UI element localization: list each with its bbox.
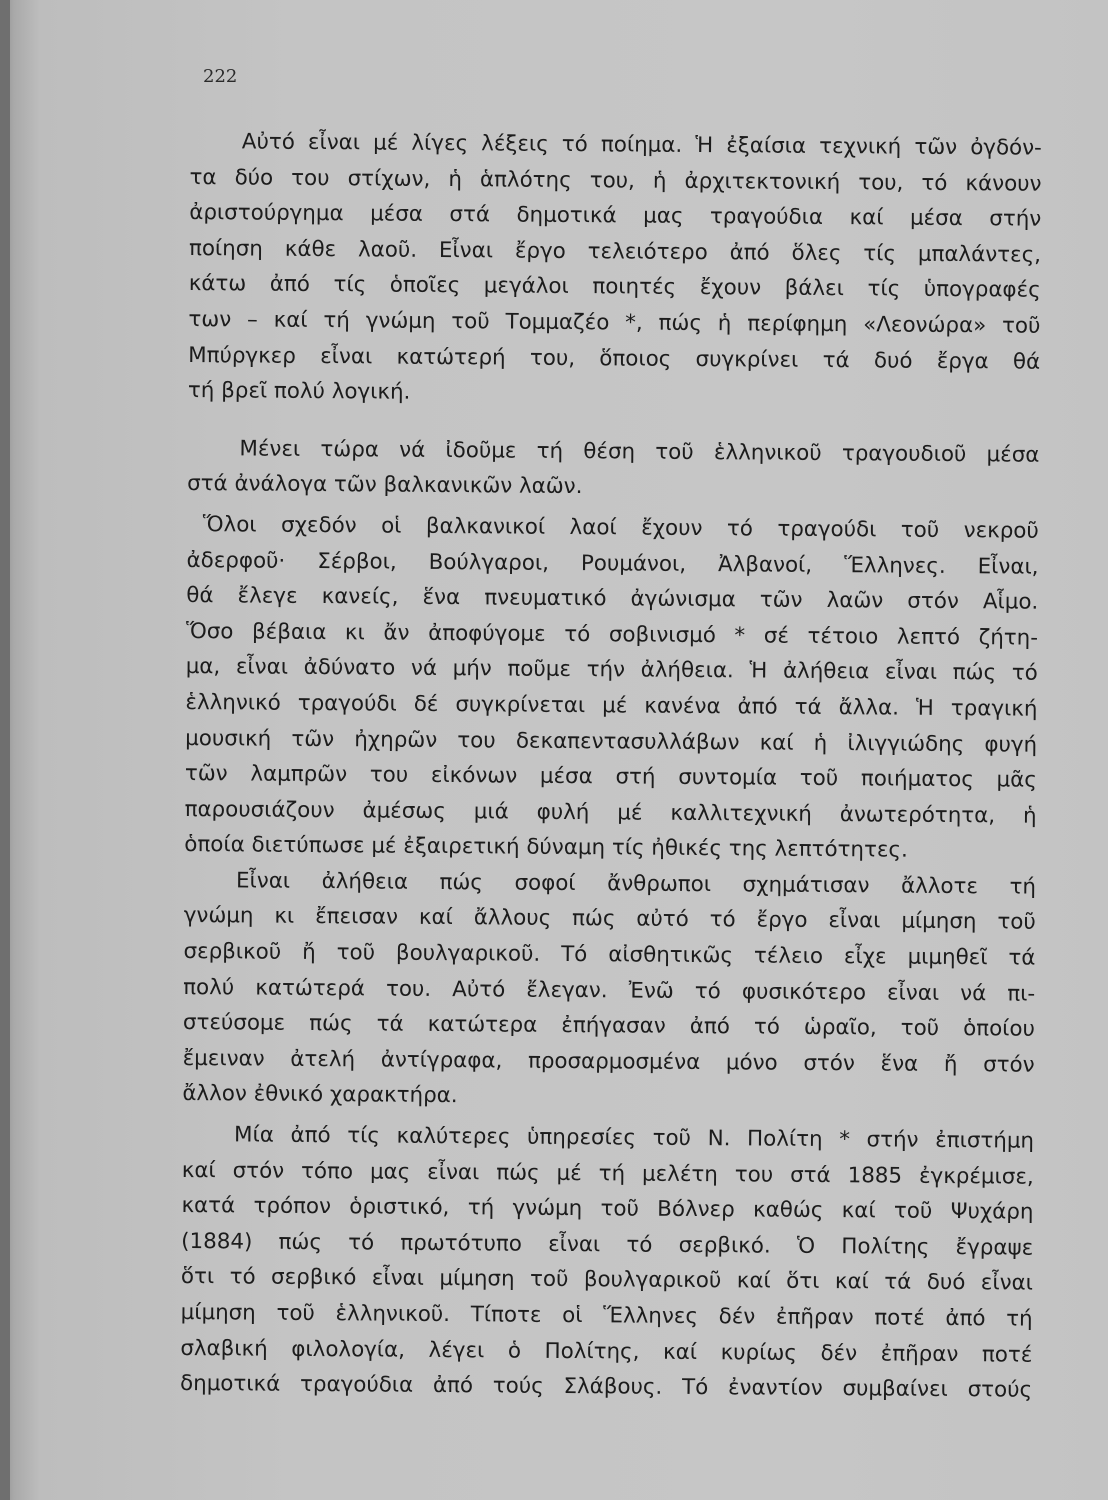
text-line: (1884) πώς τό πρωτότυπο εἶναι τό σερβικό. Ὁ Πολίτης ἔγραψε xyxy=(181,1228,1034,1261)
text-line: τή βρεῖ πολύ λογική. xyxy=(187,378,411,405)
page-spine-shadow xyxy=(0,0,10,1500)
text-line: ὅτι τό σερβικό εἶναι μίμηση τοῦ βουλγαρικοῦ καί ὅτι καί τά δυό εἶναι xyxy=(180,1264,1034,1297)
text-line: μουσική τῶν ἠχηρῶν του δεκαπεντασυλλάβων καί ἡ ἰλιγγιώδης φυγή xyxy=(185,725,1038,758)
text-line: Μία ἀπό τίς καλύτερες ὑπηρεσίες τοῦ Ν. Πολίτη * στήν ἐπιστήμη xyxy=(233,1122,1035,1154)
text-line: γνώμη κι ἔπεισαν καί ἄλλους πώς αὐτό τό ἔργο εἶναι μίμηση τοῦ xyxy=(183,903,1036,936)
text-line: σλαβική φιλολογία, λέγει ὁ Πολίτης, καί κυρίως δέν ἐπῆραν ποτέ xyxy=(180,1335,1033,1368)
text-line: τῶν λαμπρῶν του εἰκόνων μέσα στή συντομία τοῦ ποιήματος μᾶς xyxy=(184,761,1037,793)
text-line: ἑλληνικό τραγούδι δέ συγκρίνεται μέ κανένα ἀπό τά ἄλλα. Ἡ τραγική xyxy=(185,689,1038,722)
text-line: ἀριστούργημα μέσα στά δημοτικά μας τραγούδια καί μέσα στήν xyxy=(189,200,1042,232)
paragraph xyxy=(188,124,1042,415)
text-line: Εἶναι ἀλήθεια πώς σοφοί ἄνθρωποι σχημάτισαν ἄλλοτε τή xyxy=(235,868,1037,900)
text-line: ποίηση κάθε λαοῦ. Εἶναι ἔργο τελειότερο ἀπό ὅλες τίς μπαλάντες, xyxy=(188,235,1042,268)
text-line: σερβικοῦ ἤ τοῦ βουλγαρικοῦ. Τό αἰσθητικῶς τέλειο εἶχε μιμηθεῖ τά xyxy=(183,939,1036,971)
text-line: Αὐτό εἶναι μέ λίγες λέξεις τό ποίημα. Ἡ ἐξαίσια τεχνική τῶν ὀγδόν- xyxy=(241,129,1042,161)
text-line: μα, εἶναι ἀδύνατο νά μήν ποῦμε τήν ἀλήθεια. Ἡ ἀλήθεια εἶναι πώς τό xyxy=(185,654,1038,686)
text-line: τα δύο του στίχων, ἡ ἁπλότης του, ἡ ἀρχιτεκτονική του, τό κάνουν xyxy=(189,164,1042,197)
paragraph xyxy=(184,507,1039,870)
text-line: πολύ κατώτερά του. Αὐτό ἔλεγαν. Ἐνῶ τό φυσικότερο εἶναι νά πι- xyxy=(183,974,1036,1007)
text-line: ἄλλον ἐθνικό χαρακτήρα. xyxy=(182,1081,458,1109)
paragraph xyxy=(180,1117,1034,1408)
paragraph xyxy=(182,863,1036,1119)
text-line: Μπύργκερ εἶναι κατώτερή του, ὅποιος συγκρίνει τά δυό ἔργα θά xyxy=(188,342,1041,375)
text-line: ἀδερφοῦ· Σέρβοι, Βούλγαροι, Ρουμάνοι, Ἀλβανοί, Ἕλληνες. Εἶναι, xyxy=(186,547,1039,580)
text-line: ὁποία διετύπωσε μέ ἐξαιρετική δύναμη τίς ἠθικές της λεπτότητες. xyxy=(184,832,908,863)
page-number: 222 xyxy=(203,66,238,87)
text-line: δημοτικά τραγούδια ἀπό τούς Σλάβους. Τό ἐναντίον συμβαίνει στούς xyxy=(180,1371,1033,1403)
text-line: καί στόν τόπο μας εἶναι πώς μέ τή μελέτη του στά 1885 ἐγκρέμισε, xyxy=(181,1157,1034,1190)
text-line: στά ἀνάλογα τῶν βαλκανικῶν λαῶν. xyxy=(187,471,583,500)
text-line: κάτω ἀπό τίς ὁποῖες μεγάλοι ποιητές ἔχουν βάλει τίς ὑπογραφές xyxy=(188,271,1041,304)
text-line: στεύσομε πώς τά κατώτερα ἐπήγασαν ἀπό τό ὡραῖο, τοῦ ὁποίου xyxy=(182,1010,1036,1042)
text-line: κατά τρόπον ὁριστικό, τή γνώμη τοῦ Βόλνερ καθώς καί τοῦ Ψυχάρη xyxy=(181,1193,1034,1225)
text-line: ἔμειναν ἀτελή ἀντίγραφα, προσαρμοσμένα μόνο στόν ἕνα ἤ στόν xyxy=(182,1045,1035,1078)
text-line: Μένει τώρα νά ἰδοῦμε τή θέση τοῦ ἑλληνικοῦ τραγουδιοῦ μέσα xyxy=(239,436,1040,468)
text-line: Ὅσο βέβαια κι ἄν ἀποφύγομε τό σοβινισμό * σέ τέτοιο λεπτό ζήτη- xyxy=(185,618,1039,651)
text-line: Ὅλοι σχεδόν οἱ βαλκανικοί λαοί ἔχουν τό τραγούδι τοῦ νεκροῦ xyxy=(202,512,1039,544)
text-line: μίμηση τοῦ ἑλληνικοῦ. Τίποτε οἱ Ἕλληνες δέν ἐπῆραν ποτέ ἀπό τή xyxy=(180,1299,1033,1332)
paragraph xyxy=(187,431,1040,509)
text-line: παρουσιάζουν ἀμέσως μιά φυλή μέ καλλιτεχνική ἀνωτερότητα, ἡ xyxy=(184,796,1037,829)
body-text xyxy=(180,124,1042,1408)
text-line: των – καί τή γνώμη τοῦ Τομμαζέο *, πώς ἡ περίφημη «Λεονώρα» τοῦ xyxy=(188,306,1041,339)
text-line: θά ἔλεγε κανείς, ἕνα πνευματικό ἀγώνισμα τῶν λαῶν στόν Αἷμο. xyxy=(186,583,1039,615)
